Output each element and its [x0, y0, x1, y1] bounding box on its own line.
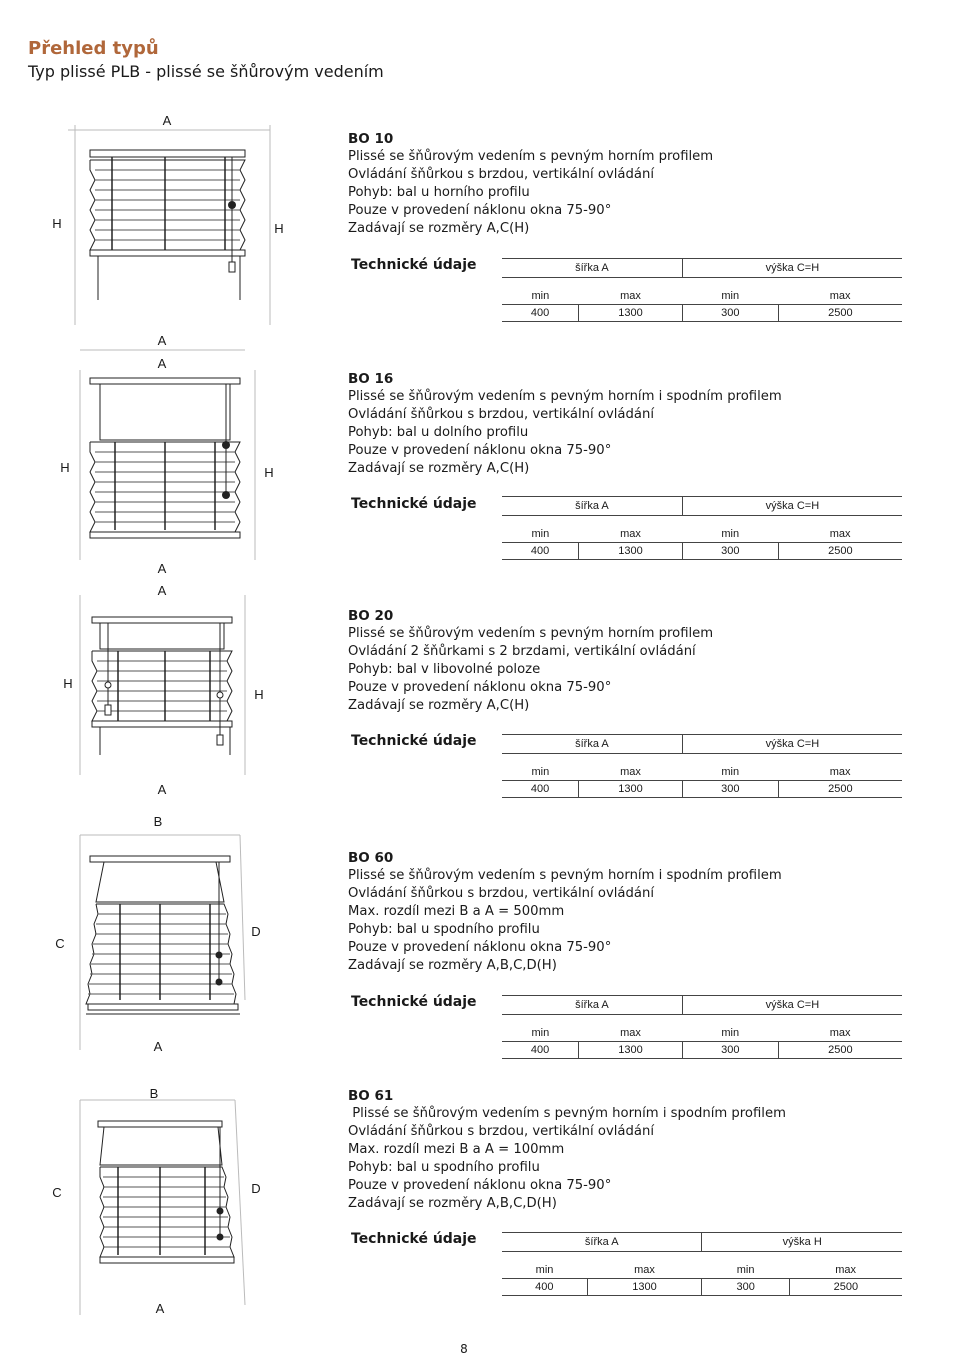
- product-line: Pohyb: bal u dolního profilu: [348, 425, 529, 440]
- spec-group-height: výška C=H: [682, 996, 902, 1015]
- product-line: Pohyb: bal v libovolné poloze: [348, 662, 541, 677]
- tech-heading: Technické údaje: [351, 1231, 477, 1247]
- product-line: Ovládání šňůrkou s brzdou, vertikální ovládání: [348, 1124, 654, 1139]
- spec-label: max: [829, 1027, 851, 1039]
- blind-diagram-bo20: [40, 575, 340, 810]
- spec-group-height: výška C=H: [682, 735, 902, 754]
- tech-heading: Technické údaje: [351, 496, 477, 512]
- dim-bottom-label: A: [153, 1039, 163, 1054]
- dim-left-label: C: [55, 936, 65, 951]
- product-code: BO 16: [348, 371, 394, 387]
- spec-label: min: [721, 1027, 740, 1039]
- spec-value: 400: [502, 543, 579, 560]
- spec-group-width: šířka A: [502, 1233, 702, 1252]
- dim-bottom-label: A: [157, 782, 167, 797]
- spec-table-bo20: [502, 734, 902, 798]
- tech-heading: Technické údaje: [351, 994, 477, 1010]
- spec-value: 400: [502, 305, 579, 322]
- spec-label: max: [620, 766, 641, 778]
- product-code: BO 20: [348, 608, 394, 624]
- spec-value: 2500: [789, 1279, 902, 1296]
- spec-value: 300: [682, 305, 778, 322]
- spec-group-width: šířka A: [502, 497, 682, 516]
- spec-label: min: [535, 1264, 554, 1276]
- spec-table-bo16: [502, 496, 902, 560]
- spec-value: 400: [502, 781, 579, 798]
- spec-value: 1300: [579, 305, 683, 322]
- spec-value: 2500: [778, 305, 902, 322]
- product-code: BO 10: [348, 131, 394, 147]
- product-line: Zadávají se rozměry A,C(H): [348, 221, 530, 236]
- product-line: Plissé se šňůrovým vedením s pevným horním i spodním profilem: [348, 389, 782, 404]
- product-line: Ovládání šňůrkou s brzdou, vertikální ovládání: [348, 407, 654, 422]
- dim-left-label: H: [60, 460, 70, 475]
- spec-label: max: [620, 1027, 641, 1039]
- spec-label: min: [531, 1027, 550, 1039]
- product-line: Plissé se šňůrovým vedením s pevným horním profilem: [348, 149, 714, 164]
- dim-bottom-label: A: [155, 1301, 165, 1316]
- spec-value: 2500: [778, 781, 902, 798]
- spec-value: 1300: [579, 1042, 683, 1059]
- spec-group-width: šířka A: [502, 735, 682, 754]
- dim-left-label: H: [52, 216, 62, 231]
- spec-value: 1300: [579, 781, 683, 798]
- spec-value: 1300: [579, 543, 683, 560]
- blind-diagram-bo60: [40, 810, 340, 1070]
- dim-bottom-label: A: [157, 561, 167, 576]
- product-info-bo61: [348, 1087, 786, 1213]
- product-line: Ovládání 2 šňůrkami s 2 brzdami, vertikální ovládání: [348, 644, 696, 659]
- spec-label: max: [829, 528, 851, 540]
- spec-group-width: šířka A: [502, 259, 682, 278]
- product-line: Ovládání šňůrkou s brzdou, vertikální ovládání: [348, 886, 654, 901]
- product-line: Pouze v provedení náklonu okna 75-90°: [348, 443, 612, 458]
- product-info-bo20: [348, 607, 713, 715]
- page-subtitle: Typ plissé PLB - plissé se šňůrovým vedením: [28, 62, 384, 81]
- product-line: Max. rozdíl mezi B a A = 100mm: [348, 1142, 565, 1157]
- dim-top-label: A: [157, 583, 167, 598]
- product-info-bo60: [348, 849, 782, 975]
- product-line: Max. rozdíl mezi B a A = 500mm: [348, 904, 565, 919]
- dim-right-label: D: [251, 924, 261, 939]
- dim-right-label: H: [264, 465, 274, 480]
- product-info-bo16: [348, 370, 782, 478]
- dim-left-label: H: [63, 676, 73, 691]
- spec-table-bo60: [502, 995, 902, 1059]
- product-line: Zadávají se rozměry A,B,C,D(H): [348, 958, 557, 973]
- product-line: Pohyb: bal u spodního profilu: [348, 1160, 540, 1175]
- dim-right-label: D: [251, 1181, 261, 1196]
- product-line: Pouze v provedení náklonu okna 75-90°: [348, 940, 612, 955]
- spec-group-height: výška C=H: [682, 497, 902, 516]
- blind-diagram-bo16: [40, 330, 340, 590]
- spec-table-bo61: [502, 1232, 902, 1296]
- spec-label: min: [531, 528, 550, 540]
- dim-top-label: A: [157, 333, 167, 348]
- dim-left-label: C: [52, 1185, 62, 1200]
- spec-label: min: [531, 290, 550, 302]
- tech-heading: Technické údaje: [351, 257, 477, 273]
- spec-group-height: výška C=H: [682, 259, 902, 278]
- blind-diagram-bo10: [40, 0, 340, 330]
- spec-label: max: [829, 290, 851, 302]
- spec-label: max: [620, 528, 641, 540]
- product-line: Pouze v provedení náklonu okna 75-90°: [348, 1178, 612, 1193]
- spec-value: 300: [682, 1042, 778, 1059]
- spec-label: min: [531, 766, 550, 778]
- spec-label: min: [721, 766, 740, 778]
- spec-value: 2500: [778, 543, 902, 560]
- product-line: Pouze v provedení náklonu okna 75-90°: [348, 203, 612, 218]
- spec-value: 300: [682, 543, 778, 560]
- spec-group-width: šířka A: [502, 996, 682, 1015]
- spec-table-bo10: [502, 258, 902, 322]
- product-line: Plissé se šňůrovým vedením s pevným horním i spodním profilem: [348, 1106, 786, 1121]
- dim-top-label: B: [153, 814, 163, 829]
- spec-value: 1300: [587, 1279, 702, 1296]
- spec-label: max: [829, 766, 851, 778]
- spec-label: min: [721, 290, 740, 302]
- page-number: 8: [460, 1342, 468, 1356]
- product-code: BO 61: [348, 1088, 394, 1104]
- spec-label: max: [634, 1264, 655, 1276]
- product-line: Plissé se šňůrovým vedením s pevným horním profilem: [348, 626, 714, 641]
- product-line: Zadávají se rozměry A,C(H): [348, 461, 530, 476]
- spec-value: 300: [702, 1279, 789, 1296]
- spec-label: max: [835, 1264, 857, 1276]
- product-line: Plissé se šňůrovým vedením s pevným horním i spodním profilem: [348, 868, 782, 883]
- product-line: Pohyb: bal u horního profilu: [348, 185, 530, 200]
- product-info-bo10: [348, 130, 713, 238]
- product-line: Pohyb: bal u spodního profilu: [348, 922, 540, 937]
- spec-value: 300: [682, 781, 778, 798]
- tech-heading: Technické údaje: [351, 733, 477, 749]
- spec-value: 2500: [778, 1042, 902, 1059]
- spec-label: min: [736, 1264, 755, 1276]
- product-line: Ovládání šňůrkou s brzdou, vertikální ovládání: [348, 167, 654, 182]
- dim-top-label: B: [149, 1086, 159, 1101]
- dim-top-label: A: [162, 113, 172, 128]
- product-line: Pouze v provedení náklonu okna 75-90°: [348, 680, 612, 695]
- spec-value: 400: [502, 1042, 579, 1059]
- blind-diagram-bo61: [40, 1075, 340, 1325]
- product-line: Zadávají se rozměry A,B,C,D(H): [348, 1196, 557, 1211]
- product-line: Zadávají se rozměry A,C(H): [348, 698, 530, 713]
- dim-right-label: H: [254, 687, 264, 702]
- dim-top2-label: A: [157, 356, 167, 371]
- spec-value: 400: [502, 1279, 587, 1296]
- dim-right-label: H: [274, 221, 284, 236]
- spec-label: min: [721, 528, 740, 540]
- page-title: Přehled typů: [28, 38, 159, 59]
- product-code: BO 60: [348, 850, 394, 866]
- spec-label: max: [620, 290, 641, 302]
- spec-group-height: výška H: [702, 1233, 902, 1252]
